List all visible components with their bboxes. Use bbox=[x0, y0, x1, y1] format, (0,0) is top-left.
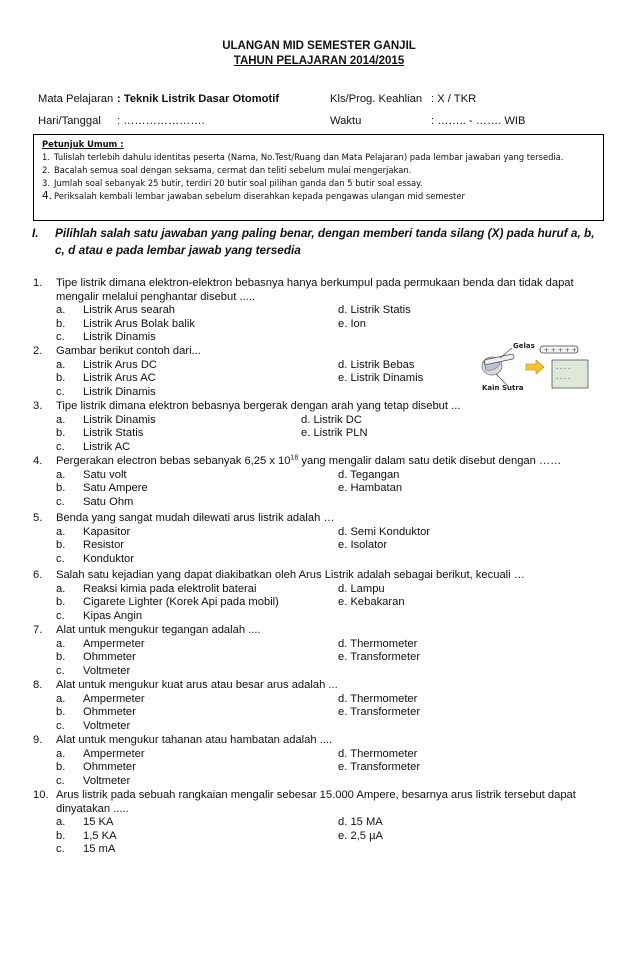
subject-value: : Teknik Listrik Dasar Otomotif bbox=[117, 93, 280, 105]
option-a: Ampermeter bbox=[83, 692, 145, 705]
section-heading bbox=[32, 225, 607, 259]
question-number: 4. bbox=[33, 455, 43, 467]
option-a: 15 KA bbox=[83, 816, 114, 829]
program-label: Kls/Prog. Keahlian bbox=[330, 93, 423, 105]
question-number: 3. bbox=[33, 400, 43, 412]
option-row: c. Konduktor bbox=[56, 552, 134, 565]
option-row: a. Kapasitor d. Semi Konduktor bbox=[56, 525, 431, 538]
option-row: b. Listrik Arus AC e. Listrik Dinamis bbox=[56, 372, 424, 385]
subject-label: Mata Pelajaran bbox=[38, 93, 114, 105]
option-c: Listrik AC bbox=[83, 440, 131, 453]
option-row: a. Ampermeter d. Thermometer bbox=[56, 747, 418, 760]
option-e: e. 2,5 µA bbox=[338, 829, 384, 842]
question-number: 6. bbox=[33, 569, 43, 581]
question-number: 1. bbox=[33, 277, 43, 289]
instruction-num: 4. bbox=[42, 190, 53, 202]
question-6 bbox=[33, 569, 608, 623]
program-value: : X / TKR bbox=[431, 93, 477, 105]
figure-label-silk: Kain Sutra bbox=[482, 384, 524, 392]
option-e: e. Listrik Dinamis bbox=[338, 372, 424, 385]
option-row: b. Satu Ampere e. Hambatan bbox=[56, 482, 403, 495]
option-b: Listrik Statis bbox=[83, 427, 144, 440]
instructions-title: Petunjuk Umum : bbox=[42, 139, 124, 149]
option-e: e. Transformeter bbox=[338, 761, 421, 774]
option-b: Ohmmeter bbox=[83, 761, 136, 774]
instruction-item bbox=[42, 190, 595, 203]
option-e: e. Transformeter bbox=[338, 706, 421, 719]
time-label: Waktu bbox=[330, 115, 362, 127]
option-row: b. Listrik Statis e. Listrik PLN bbox=[56, 427, 368, 440]
question-number: 2. bbox=[33, 345, 43, 357]
svg-text:- - - -: - - - - bbox=[556, 375, 571, 382]
glass-silk-figure bbox=[478, 340, 603, 392]
option-row: a. Ampermeter d. Thermometer bbox=[56, 692, 418, 705]
svg-text:+ + + + +: + + + + + bbox=[544, 347, 577, 354]
option-a: Kapasitor bbox=[83, 525, 131, 538]
option-row: b. 1,5 KA e. 2,5 µA bbox=[56, 829, 384, 842]
option-d: d. Listrik DC bbox=[301, 413, 362, 426]
option-e: e. Listrik PLN bbox=[301, 427, 368, 440]
question-4 bbox=[33, 455, 608, 509]
instruction-text: Tulislah terlebih dahulu identitas peserta (Nama, No.Test/Ruang dan Mata Pelajaran) pada lembar jawaban yang tersedia. bbox=[54, 152, 564, 162]
option-c: 15 mA bbox=[83, 843, 116, 856]
question-10 bbox=[33, 789, 608, 857]
option-c: Satu Ohm bbox=[83, 495, 134, 508]
option-a: Ampermeter bbox=[83, 637, 145, 650]
option-b: Ohmmeter bbox=[83, 706, 136, 719]
option-e: e. Transformeter bbox=[338, 651, 421, 664]
date-label: Hari/Tanggal bbox=[38, 115, 101, 127]
instruction-text: Jumlah soal sebanyak 25 butir, terdiri 20 butir soal pilihan ganda dan 5 butir soal essay. bbox=[54, 178, 423, 188]
option-row: c. Listrik Dinamis bbox=[56, 331, 156, 344]
option-a: Listrik Dinamis bbox=[83, 413, 156, 426]
option-row: a. Reaksi kimia pada elektrolit baterai d. Lampu bbox=[56, 582, 385, 595]
option-c: Kipas Angin bbox=[83, 609, 143, 622]
option-row: c. Voltmeter bbox=[56, 664, 131, 677]
option-a: Satu volt bbox=[83, 468, 127, 481]
option-c: Voltmeter bbox=[83, 719, 131, 732]
question-number: 5. bbox=[33, 512, 43, 524]
option-row: b. Resistor e. Isolator bbox=[56, 539, 388, 552]
option-e: e. Ion bbox=[338, 317, 366, 330]
question-stem: Tipe listrik dimana elektron-elektron bebasnya hanya berkumpul pada permukaan benda dan tidak dapat mengalir melalui penghantar disebut ..... bbox=[56, 277, 574, 303]
option-row: c. Kipas Angin bbox=[56, 609, 143, 622]
question-5 bbox=[33, 512, 608, 566]
question-stem: Tipe listrik dimana elektron bebasnya bergerak dengan arah yang tetap disebut ... bbox=[56, 400, 461, 412]
option-row: a. Satu volt d. Tegangan bbox=[56, 468, 400, 481]
option-b: Listrik Arus AC bbox=[83, 372, 156, 385]
option-a: Listrik Arus DC bbox=[83, 358, 157, 371]
option-row: b. Cigarete Lighter (Korek Api pada mobil) e. Kebakaran bbox=[56, 596, 405, 609]
question-3 bbox=[33, 400, 608, 454]
figure-label-glass: Gelas bbox=[513, 342, 535, 350]
instruction-item bbox=[42, 151, 595, 164]
option-b: Resistor bbox=[83, 539, 125, 552]
instructions-box bbox=[33, 134, 604, 221]
option-b: 1,5 KA bbox=[83, 829, 117, 842]
option-row: c. Listrik AC bbox=[56, 440, 131, 453]
option-row: b. Ohmmeter e. Transformeter bbox=[56, 651, 421, 664]
question-8 bbox=[33, 679, 608, 733]
option-b: Ohmmeter bbox=[83, 651, 136, 664]
option-d: d. Listrik Bebas bbox=[338, 358, 415, 371]
date-value: : …………………. bbox=[117, 115, 205, 127]
option-e: e. Isolator bbox=[338, 539, 388, 552]
option-a: Reaksi kimia pada elektrolit baterai bbox=[83, 582, 257, 595]
question-stem: Alat untuk mengukur kuat arus atau besar arus adalah ... bbox=[56, 679, 338, 691]
question-9 bbox=[33, 734, 608, 788]
option-row: c. Listrik Dinamis bbox=[56, 385, 156, 398]
option-row: a. Listrik Arus DC d. Listrik Bebas bbox=[56, 358, 415, 371]
option-row: a. Listrik Dinamis d. Listrik DC bbox=[56, 413, 362, 426]
instruction-item bbox=[42, 177, 595, 190]
option-b: Listrik Arus Bolak balik bbox=[83, 317, 195, 330]
time-value: : …….. - ……. WIB bbox=[431, 115, 526, 127]
exam-year: TAHUN PELAJARAN 2014/2015 bbox=[233, 55, 405, 67]
option-row: c. Voltmeter bbox=[56, 719, 131, 732]
question-7 bbox=[33, 624, 608, 678]
option-c: Listrik Dinamis bbox=[83, 331, 156, 344]
option-row: a. 15 KA d. 15 MA bbox=[56, 816, 383, 829]
svg-text:- - - -: - - - - bbox=[556, 365, 571, 372]
option-row: a. Ampermeter d. Thermometer bbox=[56, 637, 418, 650]
question-stem: Salah satu kejadian yang dapat diakibatkan oleh Arus Listrik adalah sebagai berikut, kecuali … bbox=[56, 569, 525, 581]
option-c: Voltmeter bbox=[83, 774, 131, 787]
question-1 bbox=[33, 277, 608, 345]
option-row: c. 15 mA bbox=[56, 843, 116, 856]
instruction-text: Bacalah semua soal dengan seksama, cermat dan teliti sebelum mulai mengerjakan. bbox=[54, 165, 412, 175]
instruction-num: 2. bbox=[42, 165, 50, 175]
instruction-num: 1. bbox=[42, 152, 50, 162]
option-e: e. Kebakaran bbox=[338, 596, 405, 609]
question-stem: Pergerakan electron bebas sebanyak 6,25 x $10^{18}$ yang mengalir dalam satu detik disebut dengan …… bbox=[56, 454, 562, 467]
option-d: d. Thermometer bbox=[338, 692, 418, 705]
instruction-num: 3. bbox=[42, 178, 50, 188]
option-c: Konduktor bbox=[83, 552, 134, 565]
option-a: Listrik Arus searah bbox=[83, 304, 176, 317]
option-row: c. Satu Ohm bbox=[56, 495, 134, 508]
option-row: b. Listrik Arus Bolak balik e. Ion bbox=[56, 317, 366, 330]
option-d: d. 15 MA bbox=[338, 816, 383, 829]
question-stem: Alat untuk mengukur tegangan adalah .... bbox=[56, 624, 261, 636]
question-stem: Alat untuk mengukur tahanan atau hambatan adalah .... bbox=[56, 734, 333, 746]
arrow-icon bbox=[526, 360, 544, 374]
option-b: Cigarete Lighter (Korek Api pada mobil) bbox=[83, 596, 279, 609]
question-stem: Benda yang sangat mudah dilewati arus listrik adalah … bbox=[56, 512, 335, 524]
option-a: Ampermeter bbox=[83, 747, 145, 760]
question-stem: Arus listrik pada sebuah rangkaian mengalir sebesar 15.000 Ampere, besarnya arus listrik tersebut dapat dinyatakan ..... bbox=[56, 789, 576, 815]
question-number: 7. bbox=[33, 624, 43, 636]
option-d: d. Lampu bbox=[338, 582, 385, 595]
option-row: b. Ohmmeter e. Transformeter bbox=[56, 706, 421, 719]
option-d: d. Tegangan bbox=[338, 468, 400, 481]
option-row: b. Ohmmeter e. Transformeter bbox=[56, 761, 421, 774]
section-number: I. bbox=[32, 226, 39, 240]
instruction-item bbox=[42, 164, 595, 177]
instruction-text: Periksalah kembali lembar jawaban sebelum diserahkan kepada pengawas ulangan mid semester bbox=[54, 191, 465, 201]
option-d: d. Thermometer bbox=[338, 747, 418, 760]
section-text: Pilihlah salah satu jawaban yang paling benar, dengan memberi tanda silang (X) pada huruf a, b, c, d atau e pada lembar jawab yang tersedia bbox=[55, 226, 595, 257]
exam-title: ULANGAN MID SEMESTER GANJIL bbox=[222, 40, 416, 52]
option-b: Satu Ampere bbox=[83, 482, 148, 495]
question-number: 10. bbox=[33, 789, 49, 801]
option-c: Voltmeter bbox=[83, 664, 131, 677]
question-number: 9. bbox=[33, 734, 43, 746]
question-number: 8. bbox=[33, 679, 43, 691]
option-d: d. Thermometer bbox=[338, 637, 418, 650]
option-e: e. Hambatan bbox=[338, 482, 403, 495]
option-d: d. Semi Konduktor bbox=[338, 525, 431, 538]
option-d: d. Listrik Statis bbox=[338, 304, 411, 317]
question-stem: Gambar berikut contoh dari... bbox=[56, 345, 201, 357]
option-c: Listrik Dinamis bbox=[83, 385, 156, 398]
option-row: a. Listrik Arus searah d. Listrik Statis bbox=[56, 304, 411, 317]
option-row: c. Voltmeter bbox=[56, 774, 131, 787]
